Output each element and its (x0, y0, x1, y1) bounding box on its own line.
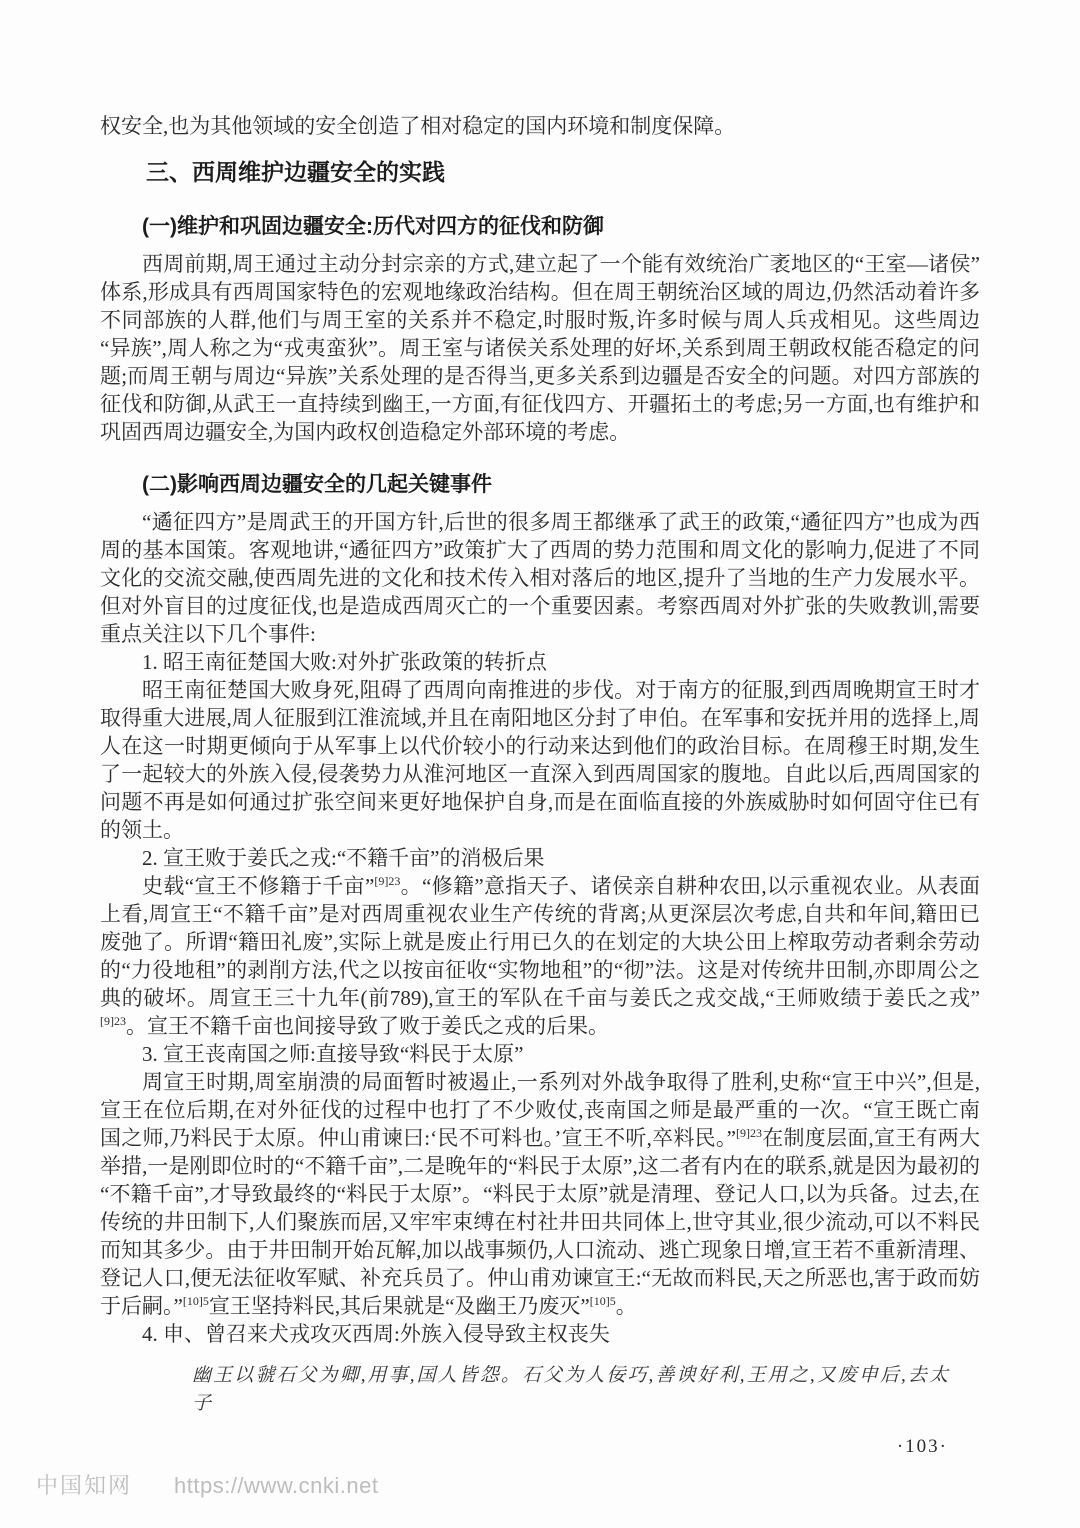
event-3-paragraph: 周宣王时期,周室崩溃的局面暂时被遏止,一系列对外战争取得了胜利,史称“宣王中兴”,但是,宣王在位后期,在对外征伐的过程中也打了不少败仗,丧南国之师是最严重的一次。“宣王既亡南国之师,乃料民于太原。仲山甫谏曰:‘民不可料也。’宣王不听,卒料民。”$^{[9]23}$在制度层面,宣王有两大举措,一是刚即位时的“不籍千亩”,二是晚年的“料民于太原”,这二者有内在的联系,就是因为最初的“不籍千亩”,才导致最终的“料民于太原”。“料民于太原”就是清理、登记人口,以为兵备。过去,在传统的井田制下,人们聚族而居,又牢牢束缚在村社井田共同体上,世守其业,很少流动,可以不料民而知其多少。由于井田制开始瓦解,加以战事频仍,人口流动、逃亡现象日增,宣王若不重新清理、登记人口,便无法征收军赋、补充兵员了。仲山甫劝谏宣王:“无故而料民,天之所恶也,害于政而妨于后嗣。”$^{[10]5}$宣王坚持料民,其后果就是“及幽王乃废灭”$^{[10]5}$。 (100, 1070, 981, 1318)
cnki-brand-label: 中国知网 (36, 1473, 133, 1498)
continuation-paragraph: 权安全,也为其他领域的安全创造了相对稳定的国内环境和制度保障。 (100, 114, 736, 138)
cnki-url-label: https://www.cnki.net (174, 1473, 379, 1498)
event-2-paragraph: 史载“宣王不修籍于千亩”$^{[9]23}$。“修籍”意指天子、诸侯亲自耕种农田,以示重视农业。从表面上看,周宣王“不籍千亩”是对西周重视农业生产传统的背离;从更深层次考虑,自共和年间,籍田已废弛了。所谓“籍田礼废”,实际上就是废止行用已久的在划定的大块公田上榨取劳动者剩余劳动的“力役地租”的剥削方法,代之以按亩征收“实物地租”的“彻”法。这是对传统井田制,亦即周公之典的破坏。周宣王三十九年(前789),宣王的军队在千亩与姜氏之戎交战,“王师败绩于姜氏之戎”$^{[9]23}$。宣王不籍千亩也间接导致了败于姜氏之戎的后果。 (100, 874, 980, 1038)
event-1-heading: 1. 昭王南征楚国大败:对外扩张政策的转折点 (142, 650, 547, 674)
subsection-2-heading: (二)影响西周边疆安全的几起关键事件 (142, 473, 492, 496)
page-number: ·103· (896, 1436, 948, 1457)
event-1-paragraph: 昭王南征楚国大败身死,阻碍了西周向南推进的步伐。对于南方的征服,到西周晚期宣王时才取得重大进展,周人征服到江淮流域,并且在南阳地区分封了申伯。在军事和安抚并用的选择上,周人在这一时期更倾向于从军事上以代价较小的行动来达到他们的政治目标。在周穆王时期,发生了一起较大的外族入侵,侵袭势力从淮河地区一直深入到西周国家的腹地。自此以后,西周国家的问题不再是如何通过扩张空间来更好地保护自身,而是在面临直接的外族威胁时如何固守住已有的领土。 (100, 678, 980, 842)
event-4-heading: 4. 申、曾召来犬戎攻灭西周:外族入侵导致主权丧失 (142, 1322, 610, 1346)
cnki-watermark (36, 1469, 378, 1500)
subsection-1-heading: (一)维护和巩固边疆安全:历代对四方的征伐和防御 (142, 215, 604, 238)
subsection-1-paragraph: 西周前期,周王通过主动分封宗亲的方式,建立起了一个能有效统治广袤地区的“王室—诸侯”体系,形成具有西周国家特色的宏观地缘政治结构。但在周王朝统治区域的周边,仍然活动着许多不同部族的人群,他们与周王室的关系并不稳定,时服时叛,许多时候与周人兵戎相见。这些周边“异族”,周人称之为“戎夷蛮狄”。周王室与诸侯关系处理的好坏,关系到周王朝政权能否稳定的问题;而周王朝与周边“异族”关系处理的是否得当,更多关系到边疆是否安全的问题。对四方部族的征伐和防御,从武王一直持续到幽王,一方面,有征伐四方、开疆拓土的考虑;另一方面,也有维护和巩固西周边疆安全,为国内政权创造稳定外部环境的考虑。 (100, 252, 980, 444)
subsection-2-intro-paragraph: “遹征四方”是周武王的开国方针,后世的很多周王都继承了武王的政策,“遹征四方”也成为西周的基本国策。客观地讲,“遹征四方”政策扩大了西周的势力范围和周文化的影响力,促进了不同文化的交流交融,使西周先进的文化和技术传入相对落后的地区,提升了当地的生产力发展水平。但对外盲目的过度征伐,也是造成西周灭亡的一个重要因素。考察西周对外扩张的失败教训,需要重点关注以下几个事件: (100, 510, 980, 646)
section-heading: 三、西周维护边疆安全的实践 (146, 159, 445, 185)
event-3-heading: 3. 宣王丧南国之师:直接导致“料民于太原” (142, 1042, 524, 1066)
historical-block-quote: 幽王以虢石父为卿,用事,国人皆怨。石父为人佞巧,善谀好利,王用之,又废申后,去太子 (192, 1365, 950, 1414)
event-2-heading: 2. 宣王败于姜氏之戎:“不籍千亩”的消极后果 (142, 846, 545, 870)
